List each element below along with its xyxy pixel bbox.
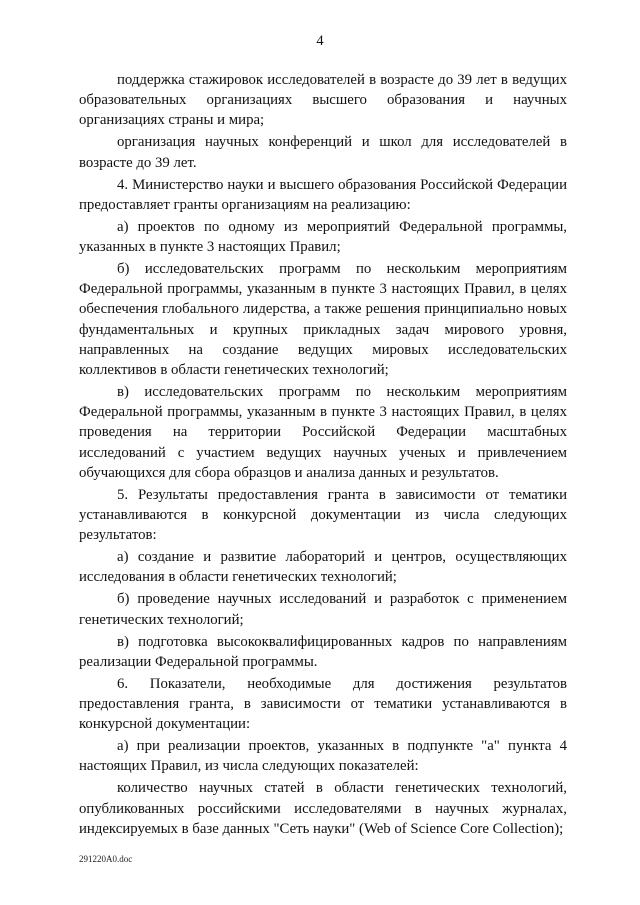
document-file-code: 291220A0.doc	[79, 854, 133, 864]
paragraph-4a: а) проектов по одному из мероприятий Федеральной программы, указанных в пункте 3 настоящих Правил;	[79, 218, 567, 256]
paragraph-5b: б) проведение научных исследований и разработок с применением генетических технологий;	[79, 591, 567, 628]
paragraph-4c: в) исследовательских программ по нескольким мероприятиям Федеральной программы, указанным в пункте 3 настоящих Правил, в целях проведения на территории Российской Федерации масштабных исследований с участием ведущих научных ученых и привлечением обучающихся для сбора образцов и анализа данных и результатов.	[79, 384, 567, 481]
paragraph-4b: б) исследовательских программ по нескольким мероприятиям Федеральной программы, указанным в пункте 3 настоящих Правил, в целях обеспечения глобального лидерства, а также решения принципиально новых фундаментальных и крупных прикладных задач мирового уровня, направленных на создание ведущих мировых исследовательских коллективов в области генетических технологий;	[79, 261, 567, 379]
paragraph-indicator-articles: количество научных статей в области генетических технологий, опубликованных российскими исследователями в научных журналах, индексируемых в базе данных "Сеть науки" (Web of Science Core Collection);	[79, 780, 567, 837]
paragraph-5c: в) подготовка высококвалифицированных кадров по направлениям реализации Федеральной программы.	[79, 633, 567, 670]
paragraph-section-4: 4. Министерство науки и высшего образования Российской Федерации предоставляет гранты организациям на реализацию:	[79, 176, 567, 213]
page-number: 4	[316, 33, 324, 49]
paragraph-conferences: организация научных конференций и школ для исследователей в возрасте до 39 лет.	[79, 134, 567, 171]
document-body	[79, 70, 567, 841]
paragraph-section-5: 5. Результаты предоставления гранта в зависимости от тематики устанавливаются в конкурсной документации из числа следующих результатов:	[79, 486, 567, 544]
paragraph-internships: поддержка стажировок исследователей в возрасте до 39 лет в ведущих образовательных организациях высшего образования и научных организациях страны и мира;	[79, 72, 567, 129]
paragraph-section-6: 6. Показатели, необходимые для достижения результатов предоставления гранта, в зависимости от тематики устанавливаются в конкурсной документации:	[79, 675, 567, 733]
paragraph-5a: а) создание и развитие лабораторий и центров, осуществляющих исследования в области генетических технологий;	[79, 549, 567, 586]
paragraph-6a: а) при реализации проектов, указанных в подпункте "а" пункта 4 настоящих Правил, из числа следующих показателей:	[79, 738, 567, 775]
